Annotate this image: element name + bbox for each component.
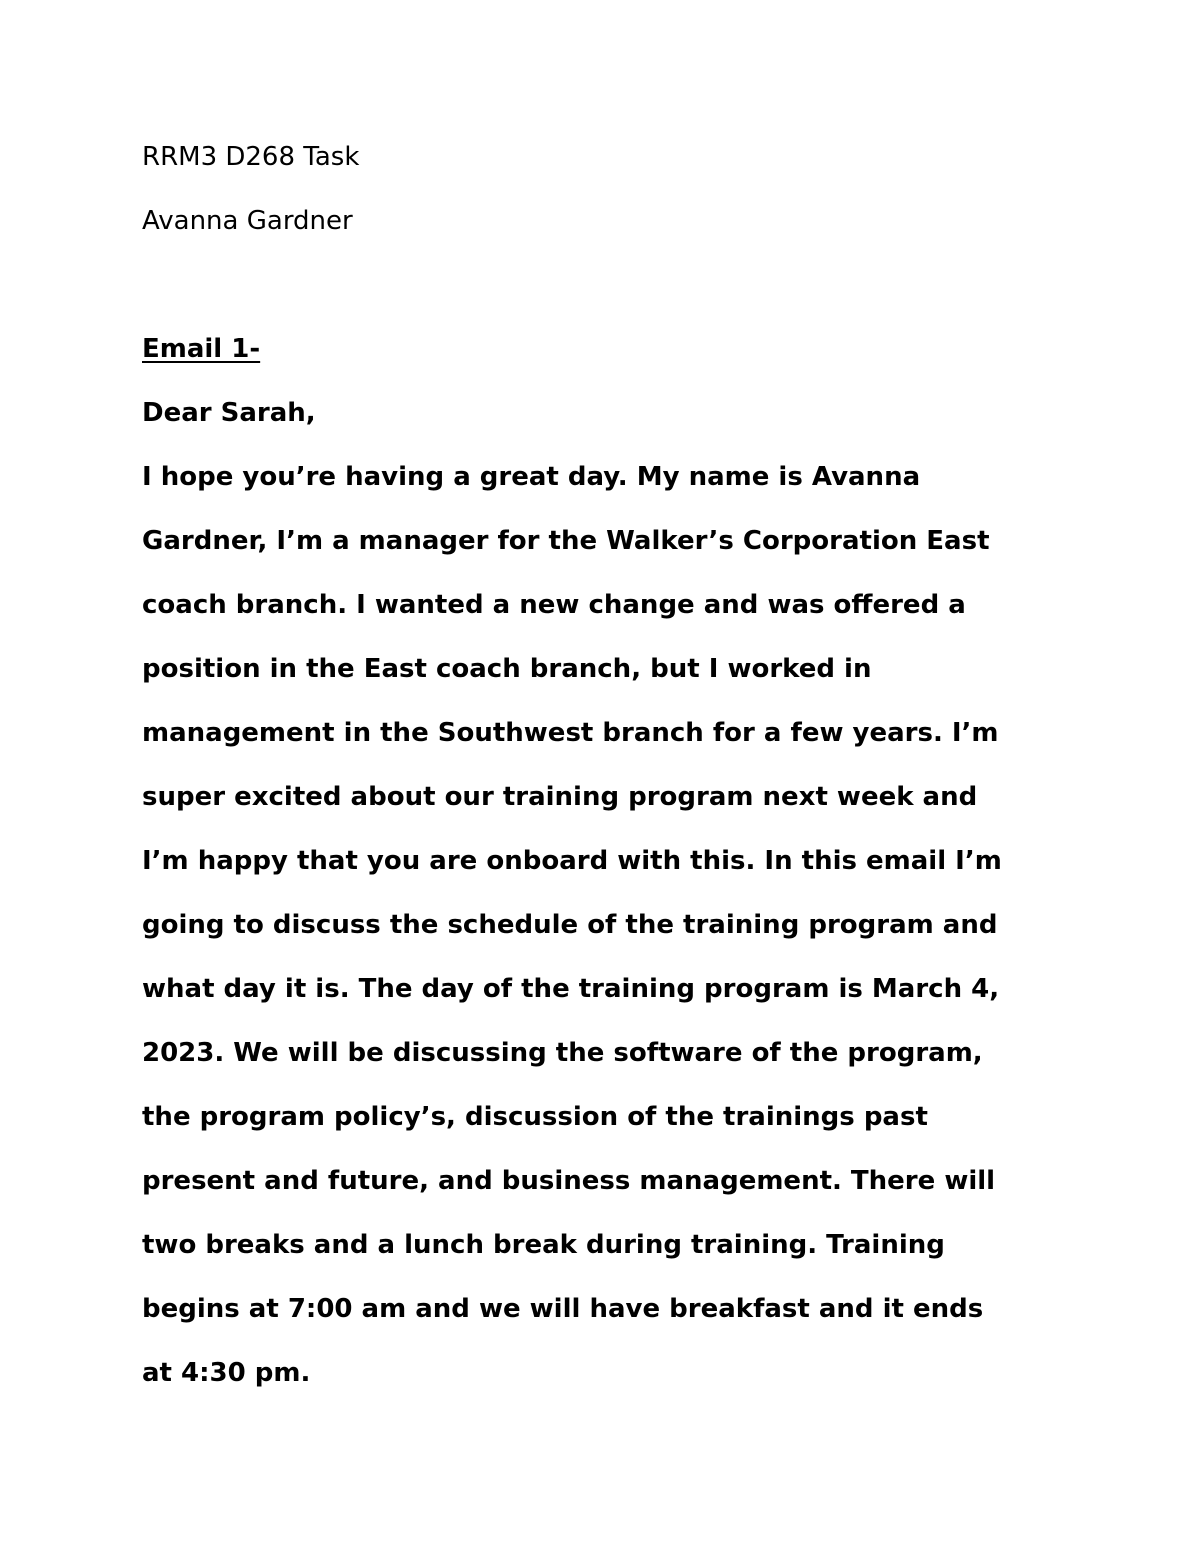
email-body-line: two breaks and a lunch break during training. Training xyxy=(142,1230,945,1260)
author-name: Avanna Gardner xyxy=(142,206,353,236)
email-body-line: I hope you’re having a great day. My name is Avanna xyxy=(142,462,921,492)
email-body-line: management in the Southwest branch for a few years. I’m xyxy=(142,718,999,748)
email-body-line: coach branch. I wanted a new change and was offered a xyxy=(142,590,966,620)
email-body-line: 2023. We will be discussing the software of the program, xyxy=(142,1038,983,1068)
email-body-line: present and future, and business management. There will xyxy=(142,1166,996,1196)
email-greeting: Dear Sarah, xyxy=(142,398,316,428)
email-body-line: what day it is. The day of the training program is March 4, xyxy=(142,974,1000,1004)
email-body-line: at 4:30 pm. xyxy=(142,1358,311,1388)
email-heading: Email 1- xyxy=(142,334,261,364)
document-title: RRM3 D268 Task xyxy=(142,142,360,172)
email-body-line: I’m happy that you are onboard with this. In this email I’m xyxy=(142,846,1002,876)
email-body-line: begins at 7:00 am and we will have breakfast and it ends xyxy=(142,1294,984,1324)
email-body-line: going to discuss the schedule of the training program and xyxy=(142,910,998,940)
email-body-line: super excited about our training program next week and xyxy=(142,782,978,812)
email-body-line: the program policy’s, discussion of the trainings past xyxy=(142,1102,928,1132)
email-body-line: position in the East coach branch, but I worked in xyxy=(142,654,872,684)
email-body-line: Gardner, I’m a manager for the Walker’s Corporation East xyxy=(142,526,990,556)
